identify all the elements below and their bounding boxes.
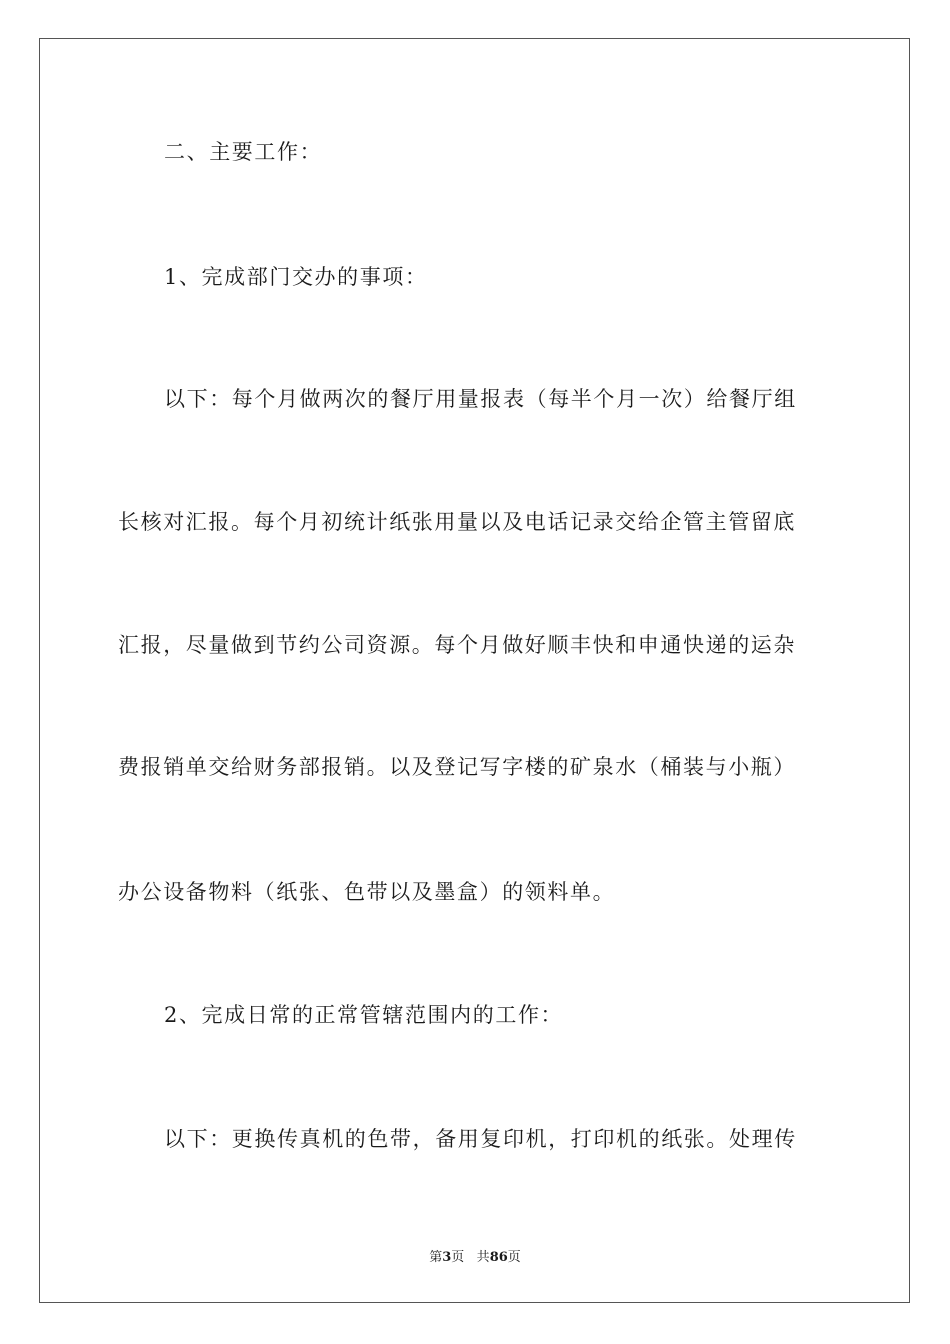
footer-total-pages: 86: [489, 1250, 508, 1265]
section-heading: 二、主要工作：: [164, 140, 323, 164]
subsection-heading-1: 1、完成部门交办的事项：: [164, 265, 428, 289]
footer-total-suffix: 页: [507, 1250, 521, 1265]
footer-page-number: 3: [442, 1250, 452, 1265]
page-frame: [39, 38, 910, 1303]
paragraph-line: 以下：更换传真机的色带，备用复印机，打印机的纸张。处理传: [164, 1127, 797, 1151]
footer-page-suffix: 页: [451, 1250, 465, 1265]
paragraph-line: 费报销单交给财务部报销。以及登记写字楼的矿泉水（桶装与小瓶）: [118, 755, 796, 779]
footer-total-prefix: 共: [476, 1250, 490, 1265]
footer-prefix: 第: [429, 1250, 443, 1265]
page-footer: [0, 1246, 950, 1265]
paragraph-line: 办公设备物料（纸张、色带以及墨盒）的领料单。: [118, 880, 616, 904]
paragraph-line: 汇报，尽量做到节约公司资源。每个月做好顺丰快和申通快递的运杂: [118, 633, 796, 657]
paragraph-line: 以下：每个月做两次的餐厅用量报表（每半个月一次）给餐厅组: [164, 387, 797, 411]
subsection-heading-2: 2、完成日常的正常管辖范围内的工作：: [164, 1003, 564, 1027]
paragraph-line: 长核对汇报。每个月初统计纸张用量以及电话记录交给企管主管留底: [118, 510, 796, 534]
